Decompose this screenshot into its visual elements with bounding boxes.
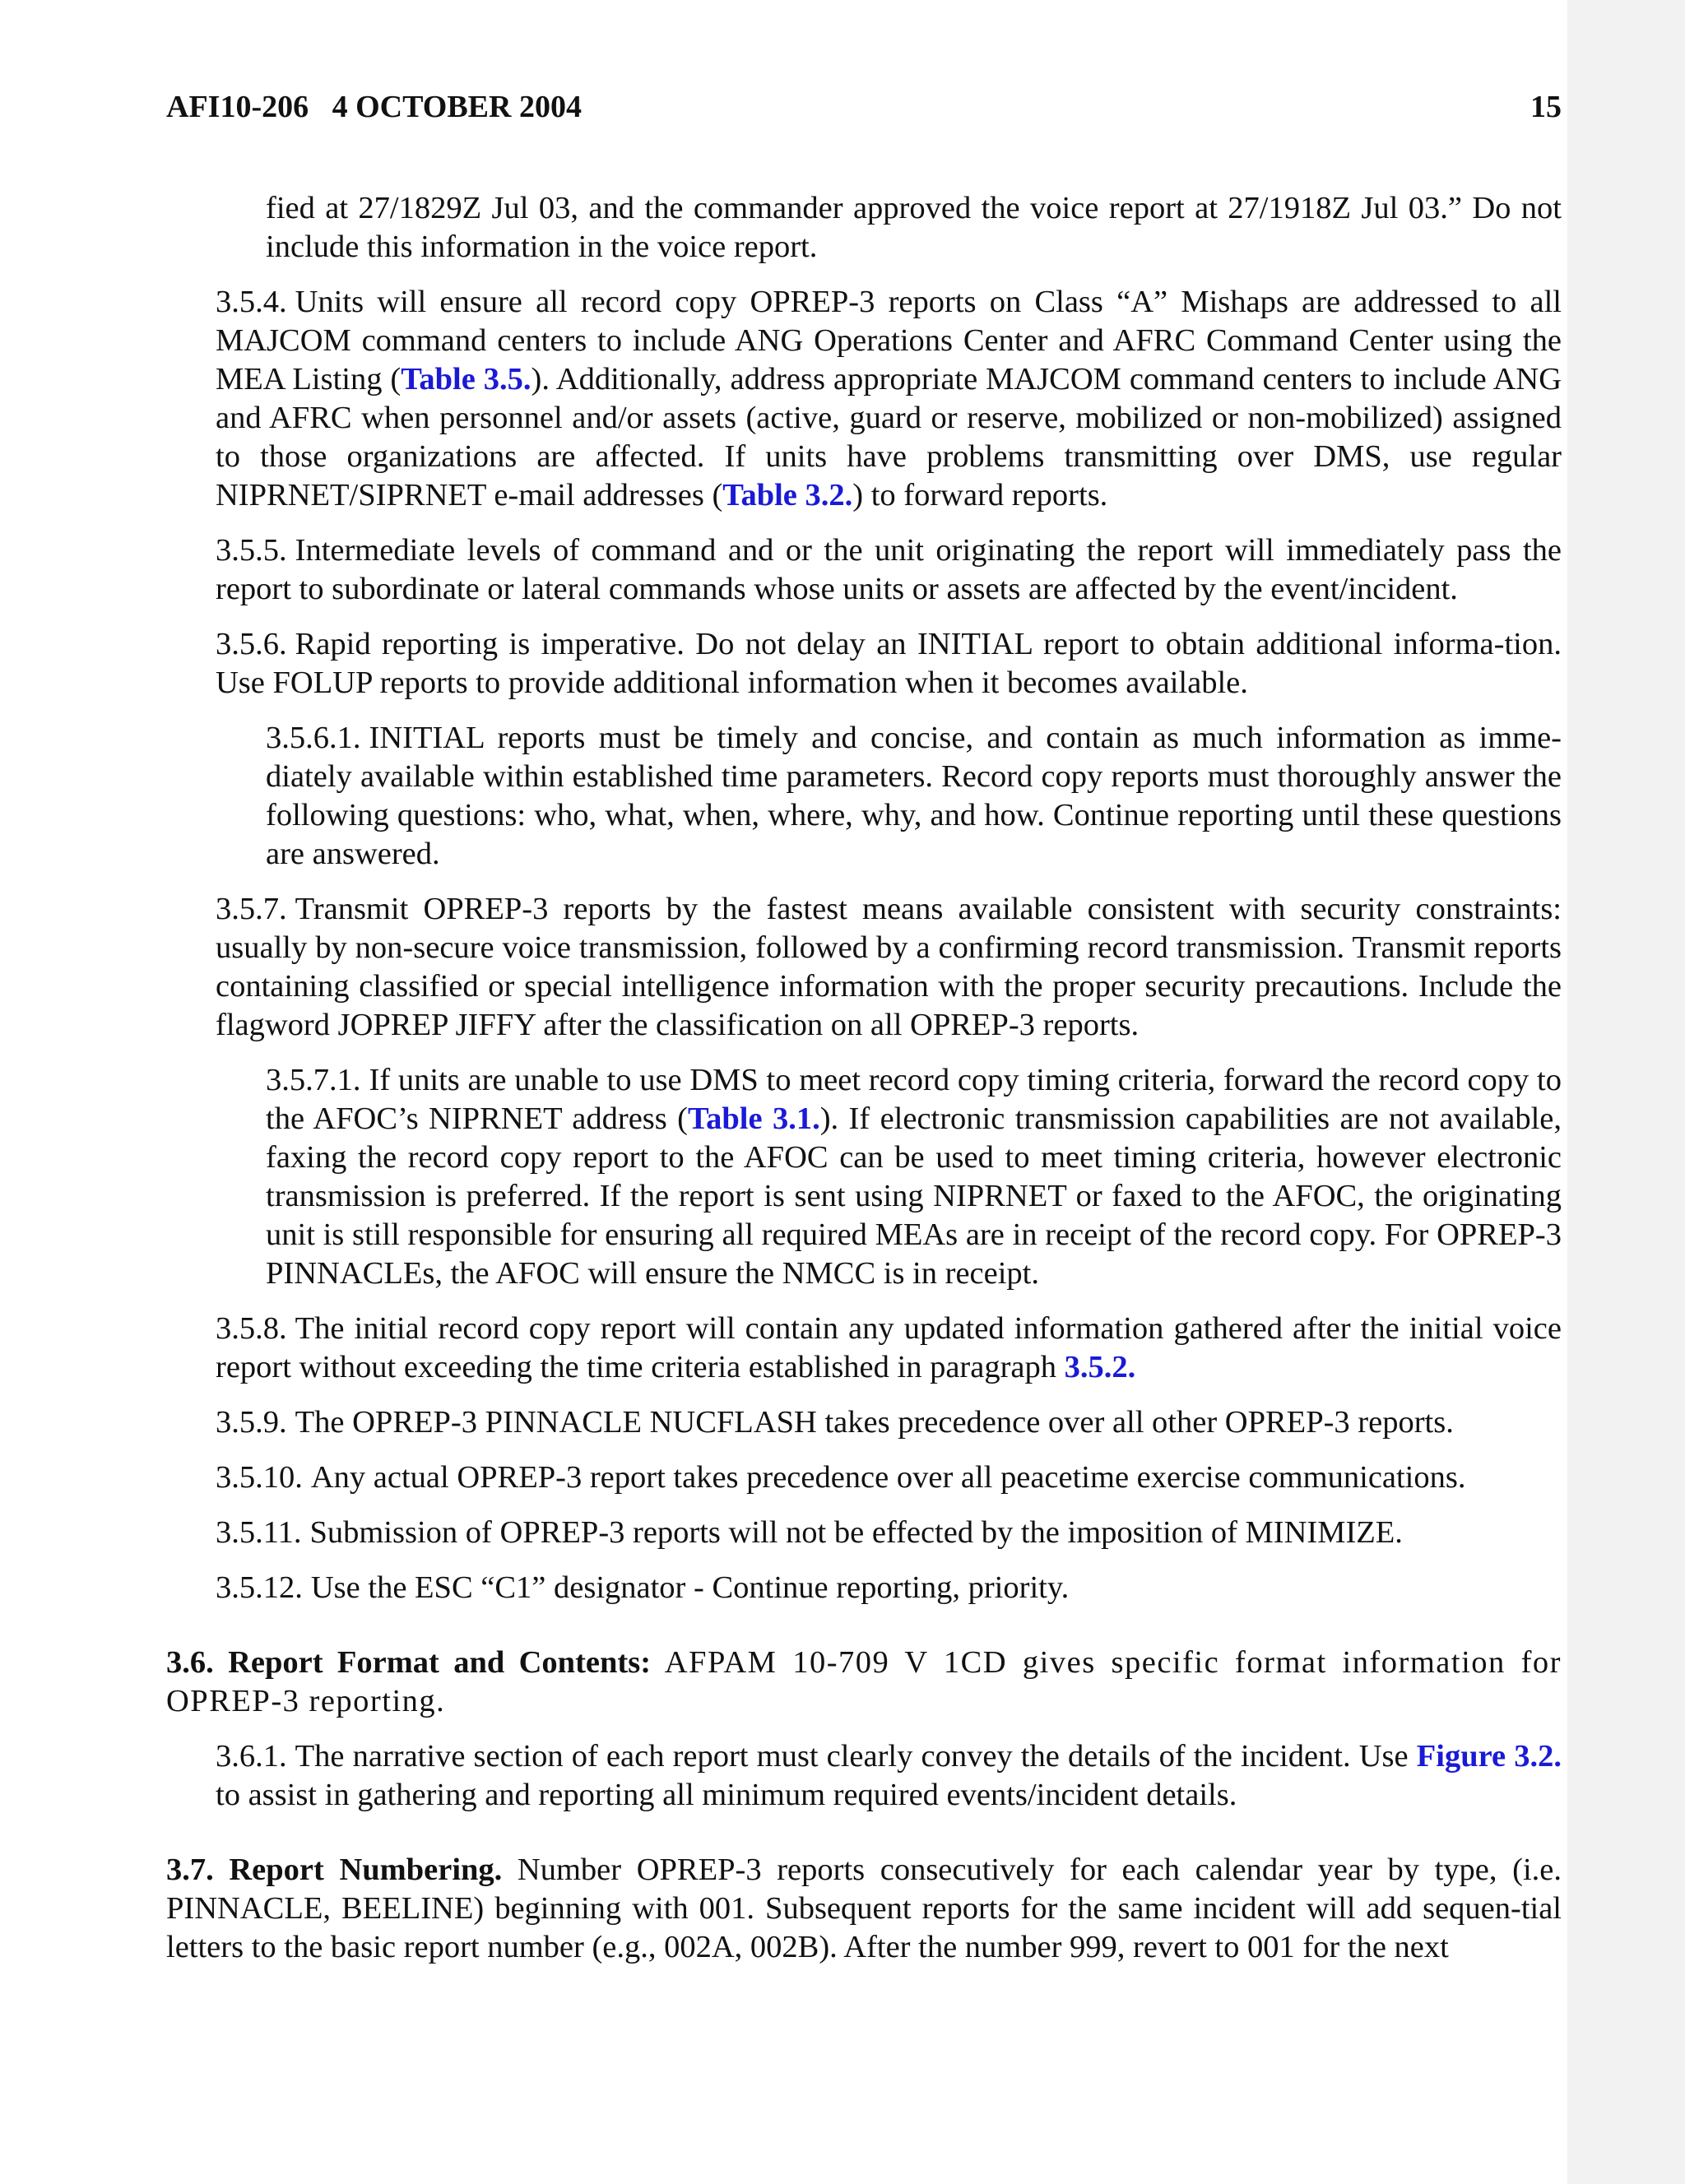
- paragraph-3-5-11: [216, 1514, 1562, 1552]
- figure-3-2-link[interactable]: Figure 3.2.: [1416, 1739, 1562, 1774]
- paragraph-number: 3.5.11.: [216, 1515, 302, 1550]
- paragraph-number: 3.5.8.: [216, 1311, 287, 1346]
- section-3-6: [166, 1644, 1562, 1721]
- paragraph-3-5-2-link[interactable]: 3.5.2.: [1064, 1350, 1136, 1384]
- paragraph-text: Intermediate levels of command and or the unit originating the report will immediately pass the report to subordinate or lateral commands whose units or assets are affected by the event/incident.: [216, 533, 1562, 606]
- paragraph-text: to assist in gathering and reporting all minimum required events/incident details.: [216, 1778, 1237, 1812]
- paragraph-text: Number OPREP-3 reports consecutively for each calendar year by type, (i.e. PINNACLE, BEELINE) beginning with 001. Subsequent reports for the same incident will add sequen-tial letters to the basic report number (e.g., 002A, 002B). After the number 999, revert to 001 for the next: [166, 1852, 1562, 1964]
- paragraph-text: The OPREP-3 PINNACLE NUCFLASH takes precedence over all other OPREP-3 reports.: [295, 1405, 1454, 1440]
- paragraph-text: ) to forward reports.: [852, 478, 1108, 512]
- page-edge-shade: [1567, 0, 1685, 2184]
- section-heading: 3.6. Report Format and Contents:: [166, 1645, 652, 1680]
- paragraph-number: 3.6.1.: [216, 1739, 287, 1774]
- paragraph-3-5-7: [216, 890, 1562, 1045]
- paragraph-3-5-6-1: [266, 719, 1562, 874]
- paragraph-3-5-6: [216, 625, 1562, 702]
- paragraph-3-5-4: [216, 283, 1562, 515]
- table-3-2-link[interactable]: Table 3.2.: [722, 478, 853, 512]
- paragraph-text: fied at 27/1829Z Jul 03, and the commander approved the voice report at 27/1918Z Jul 03.” Do not include this information in the voice report.: [266, 191, 1562, 264]
- paragraph-3-6-1: [216, 1737, 1562, 1815]
- paragraph-number: 3.5.6.1.: [266, 721, 361, 755]
- paragraph-text: Any actual OPREP-3 report takes precedence over all peacetime exercise communications.: [310, 1460, 1466, 1495]
- paragraph-text: Rapid reporting is imperative. Do not delay an INITIAL report to obtain additional informa-tion. Use FOLUP reports to provide additional information when it becomes available.: [216, 627, 1562, 700]
- paragraph-3-5-12: [216, 1569, 1562, 1607]
- document-body: [166, 189, 1562, 1983]
- paragraph-text: Units will ensure all record copy OPREP-3 reports on Class “A” Mishaps are addressed to all MAJCOM command centers to include ANG Operations Center and AFRC Command Center using the MEA Listing (: [216, 285, 1562, 396]
- paragraph-number: 3.5.10.: [216, 1460, 303, 1495]
- table-3-1-link[interactable]: Table 3.1.: [687, 1101, 820, 1136]
- paragraph-3-5-8: [216, 1310, 1562, 1387]
- page-number: 15: [1530, 90, 1562, 124]
- document-id: AFI10-206 4 OCTOBER 2004: [166, 90, 582, 124]
- paragraph-text: INITIAL reports must be timely and concise, and contain as much information as imme-diately available within established time parameters. Record copy reports must thoroughly answer the following questions: who, what, when, where, why, and how. Continue reporting until these questions are answered.: [266, 721, 1562, 871]
- paragraph-text: The initial record copy report will contain any updated information gathered after the initial voice report without exceeding the time criteria established in paragraph: [216, 1311, 1562, 1384]
- paragraph-text: ). Additionally, address appropriate MAJCOM command centers to include ANG and AFRC when personnel and/or assets (active, guard or reserve, mobilized or non-mobilized) assigned to those organizations are affected. If units have problems transmitting over DMS, use regular NIPRNET/SIPRNET e-mail addresses (: [216, 362, 1562, 512]
- paragraph-continuation: [266, 189, 1562, 267]
- paragraph-text: Use the ESC “C1” designator - Continue reporting, priority.: [310, 1570, 1070, 1605]
- paragraph-number: 3.5.4.: [216, 285, 287, 319]
- section-heading: 3.7. Report Numbering.: [166, 1852, 503, 1887]
- paragraph-3-5-10: [216, 1458, 1562, 1497]
- paragraph-3-5-7-1: [266, 1061, 1562, 1293]
- paragraph-text: Submission of OPREP-3 reports will not be effected by the imposition of MINIMIZE.: [309, 1515, 1403, 1550]
- paragraph-number: 3.5.9.: [216, 1405, 287, 1440]
- paragraph-number: 3.5.7.1.: [266, 1063, 361, 1097]
- section-3-7: [166, 1851, 1562, 1967]
- table-3-5-link[interactable]: Table 3.5.: [401, 362, 531, 396]
- paragraph-text: AFPAM 10-709 V 1CD gives specific format information for OPREP-3 reporting.: [166, 1645, 1562, 1718]
- paragraph-number: 3.5.5.: [216, 533, 287, 568]
- paragraph-3-5-9: [216, 1403, 1562, 1442]
- paragraph-number: 3.5.12.: [216, 1570, 303, 1605]
- paragraph-number: 3.5.6.: [216, 627, 287, 661]
- paragraph-number: 3.5.7.: [216, 892, 287, 926]
- paragraph-text: The narrative section of each report must clearly convey the details of the incident. Use: [295, 1739, 1417, 1774]
- paragraph-3-5-5: [216, 531, 1562, 609]
- paragraph-text: If units are unable to use DMS to meet record copy timing criteria, forward the record copy to the AFOC’s NIPRNET address (: [266, 1063, 1562, 1136]
- paragraph-text: ). If electronic transmission capabilities are not available, faxing the record copy report to the AFOC can be used to meet timing criteria, however electronic transmission is preferred. If the report is sent using NIPRNET or faxed to the AFOC, the originating unit is still responsible for ensuring all required MEAs are in receipt of the record copy. For OPREP-3 PINNACLEs, the AFOC will ensure the NMCC is in receipt.: [266, 1101, 1562, 1291]
- paragraph-text: Transmit OPREP-3 reports by the fastest means available consistent with security constraints: usually by non-secure voice transmission, followed by a confirming record transmission. Transmit reports containing classified or special intelligence information with the proper security precautions. Include the flagword JOPREP JIFFY after the classification on all OPREP-3 reports.: [216, 892, 1562, 1042]
- page-header: [166, 89, 1562, 130]
